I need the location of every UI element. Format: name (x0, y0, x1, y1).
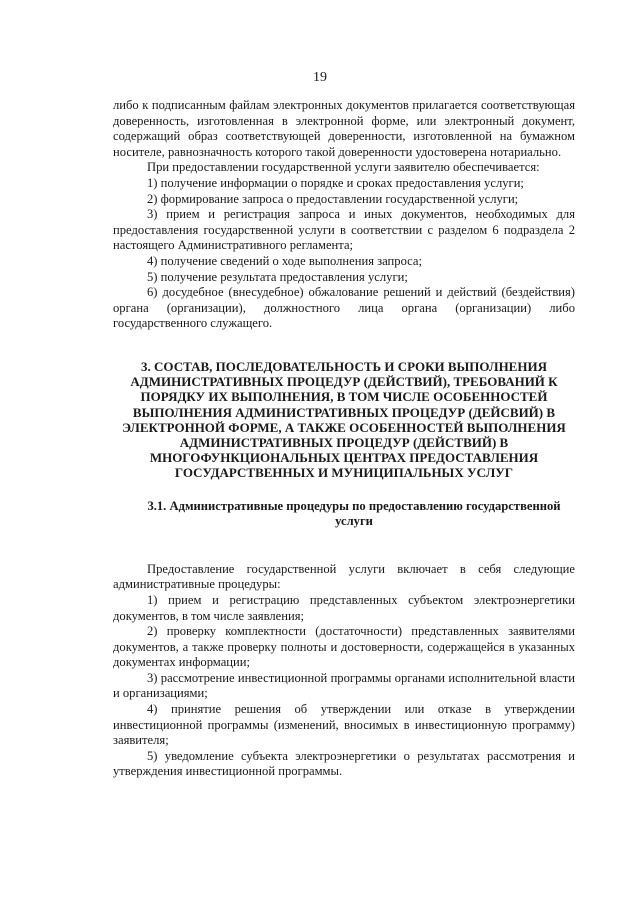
list-item: 1) получение информации о порядке и сроках предоставления услуги; (147, 175, 524, 190)
document-body (113, 98, 575, 780)
list-item: 2) проверку комплектности (достаточности) представленных заявителями документов, а также проверку полноты и достоверности, содержащейся в указанных документах информации; (113, 624, 575, 670)
subsection-heading: 3.1. Административные процедуры по предоставлению государственной услуги (147, 498, 561, 529)
list-item: 3) рассмотрение инвестиционной программы органами исполнительной власти и организациями; (113, 670, 575, 701)
list-item: 6) досудебное (внесудебное) обжалование решений и действий (бездействия) органа (организации), должностного лица органа (организации) либо государственного служащего. (113, 285, 575, 331)
list-item: 4) принятие решения об утверждении или отказе в утверждении инвестиционной программы (изменений, вносимых в инвестиционную программу) заявителя; (113, 702, 575, 748)
page-number: 19 (313, 70, 327, 85)
paragraph: При предоставлении государственной услуги заявителю обеспечивается: (147, 160, 540, 175)
section-heading: 3. СОСТАВ, ПОСЛЕДОВАТЕЛЬНОСТЬ И СРОКИ ВЫПОЛНЕНИЯ АДМИНИСТРАТИВНЫХ ПРОЦЕДУР (ДЕЙСТВИЙ), ТРЕБОВАНИЙ К ПОРЯДКУ ИХ ВЫПОЛНЕНИЯ, В ТОМ ЧИСЛЕ ОСОБЕННОСТЕЙ ВЫПОЛНЕНИЯ АДМИНИСТРАТИВНЫХ ПРОЦЕДУР (ДЕЙСВИЙ) В ЭЛЕКТРОННОЙ ФОРМЕ, А ТАКЖЕ ОСОБЕННОСТЕЙ ВЫПОЛНЕНИЯ АДМИНИСТРАТИВНЫХ ПРОЦЕДУР (ДЕЙСТВИЙ) В МНОГОФУНКЦИОНАЛЬНЫХ ЦЕНТРАХ ПРЕДОСТАВЛЕНИЯ ГОСУДАРСТВЕННЫХ И МУНИЦИПАЛЬНЫХ УСЛУГ (122, 358, 566, 481)
list-item: 2) формирование запроса о предоставлении государственной услуги; (147, 191, 519, 206)
list-item: 4) получение сведений о ходе выполнения запроса; (147, 253, 423, 268)
list-item: 3) прием и регистрация запроса и иных документов, необходимых для предоставления государственной услуги в соответствии с разделом 6 подраздела 2 настоящего Административного регламента; (113, 207, 575, 253)
list-item: 5) уведомление субъекта электроэнергетики о результатах рассмотрения и утверждения инвестиционной программы. (113, 748, 575, 779)
paragraph: либо к подписанным файлам электронных документов прилагается соответствующая доверенность, изготовленная в электронной форме, или электронный документ, содержащий образ соответствующей доверенности, изготовленной на бумажном носителе, равнозначность которого такой доверенности удостоверена нотариально. (113, 98, 575, 159)
paragraph: Предоставление государственной услуги включает в себя следующие административные процедуры: (113, 561, 575, 592)
list-item: 5) получение результата предоставления услуги; (147, 269, 408, 284)
list-item: 1) прием и регистрацию представленных субъектом электроэнергетики документов, в том числе заявления; (113, 592, 575, 623)
